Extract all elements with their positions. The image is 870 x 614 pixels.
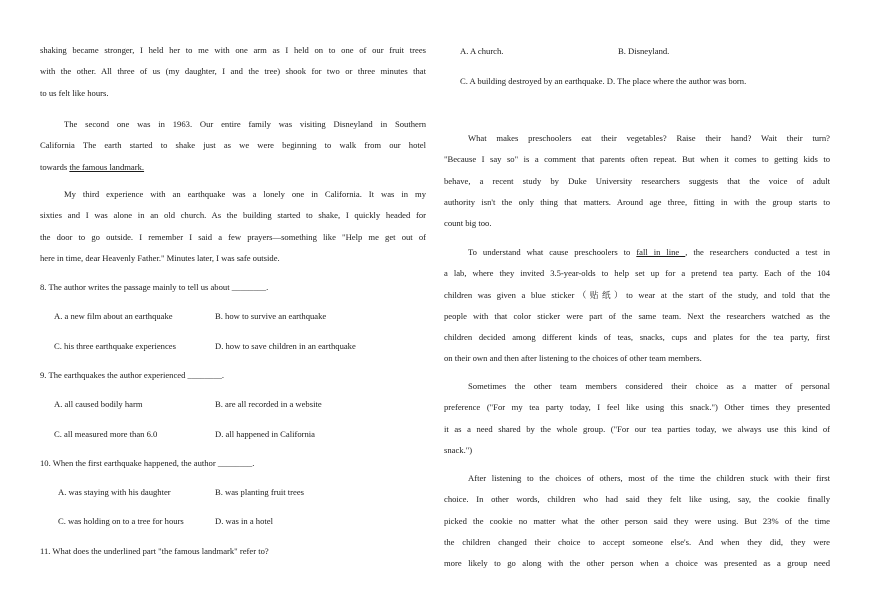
question-9-option-c[interactable]: C. all measured more than 6.0 — [54, 429, 158, 439]
text-fragment: , the researchers conducted a test in — [685, 247, 831, 257]
question-8-option-a[interactable]: A. a new film about an earthquake — [54, 311, 173, 321]
text-line: sixties and I was alone in an old church. As the building started to shake, I quickly headed for — [40, 210, 426, 221]
story-paragraph-2 — [40, 114, 426, 178]
question-10-option-c[interactable]: C. was holding on to a tree for hours — [58, 516, 184, 526]
question-10-option-b[interactable]: B. was planting fruit trees — [215, 487, 305, 497]
text-line: shaking became stronger, I held her to me with one arm as I held on to one of our fruit trees — [40, 45, 426, 55]
text-line: What makes preschoolers eat their vegetables? Raise their hand? Wait their turn? — [468, 133, 830, 143]
text-line: "Because I say so" is a comment that parents often repeat. But when it comes to getting kids to — [444, 154, 830, 165]
text-fragment: towards — [40, 161, 70, 172]
question-9-option-b[interactable]: B. are all recorded in a website — [215, 399, 322, 409]
question-8-stem: 8. The author writes the passage mainly to tell us about ________. — [40, 282, 269, 292]
underlined-landmark: the famous landmark. — [69, 161, 145, 172]
text-line: My third experience with an earthquake was a lonely one in California. It was in my — [64, 189, 426, 199]
text-line: California The earth started to shake just as we were beginning to walk from our hotel — [40, 140, 426, 151]
passage-paragraph-1 — [444, 128, 830, 234]
text-line: children decided among different kinds of teas, snacks, cups and plates for the tea party, first — [444, 332, 830, 343]
text-line: After listening to the choices of others, most of the time the children stuck with their first — [468, 473, 830, 483]
question-11-option-a[interactable]: A. A church. — [460, 46, 504, 56]
text-line: it as a need shared by the whole group. ("For our tea parties today, we always use this kind of — [444, 423, 830, 434]
text-line: more likely to go along with the other person when a choice was presented as a group need — [444, 558, 830, 569]
question-9-option-a[interactable]: A. all caused bodily harm — [54, 399, 143, 409]
text-line — [444, 242, 830, 263]
text-line: preference ("For my tea party today, I feel like using this snack.") Other times they presented — [444, 402, 830, 413]
text-line: The second one was in 1963. Our entire family was visiting Disneyland in Southern — [64, 119, 426, 129]
passage-paragraph-2 — [444, 242, 830, 370]
passage-paragraph-4 — [444, 468, 830, 574]
question-11-option-c-d[interactable]: C. A building destroyed by an earthquake. D. The place where the author was born. — [460, 76, 747, 86]
text-line: children was given a blue sticker（贴纸）to wear at the start of the study, and told that the — [444, 289, 830, 300]
text-line: the door to go outside. I remember I said a few prayers—something like "Help me get out of — [40, 231, 426, 242]
text-line: authority isn't the only thing that matters. Around age three, fitting in with the group starts to — [444, 196, 830, 207]
text-line — [40, 157, 426, 178]
text-line: snack.") — [444, 444, 473, 455]
underlined-phrase: fall in line — [636, 247, 686, 257]
story-paragraph-3 — [40, 184, 426, 269]
question-8-option-c[interactable]: C. his three earthquake experiences — [54, 341, 176, 351]
text-line: behave, a recent study by Duke University researchers suggests that the voice of adult — [444, 175, 830, 186]
text-fragment: To understand what cause preschoolers to — [468, 247, 637, 257]
text-line: a lab, where they invited 3.5-year-olds to help set up for a pretend tea party. Each of the 104 — [444, 268, 830, 279]
passage-paragraph-3 — [444, 376, 830, 461]
story-paragraph-1 — [40, 40, 426, 104]
text-line: with the other. All three of us (my daughter, I and the tree) shook for two or three minutes that — [40, 66, 426, 77]
question-9-option-d[interactable]: D. all happened in California — [215, 429, 315, 439]
text-line: count big too. — [444, 218, 492, 229]
question-10-stem: 10. When the first earthquake happened, the author ________. — [40, 458, 255, 468]
text-line: on their own and then after listening to the choices of other team members. — [444, 353, 702, 364]
text-line: to us felt like hours. — [40, 87, 109, 98]
question-9-stem: 9. The earthquakes the author experienced ________. — [40, 370, 225, 380]
question-11-option-b[interactable]: B. Disneyland. — [618, 46, 670, 56]
question-8-option-d[interactable]: D. how to save children in an earthquake — [215, 341, 356, 351]
text-line: here in time, dear Heavenly Father." Minutes later, I was safe outside. — [40, 252, 280, 263]
question-10-option-a[interactable]: A. was staying with his daughter — [58, 487, 171, 497]
question-11-stem: 11. What does the underlined part "the famous landmark" refer to? — [40, 546, 269, 556]
text-line: choice. In other words, children who had said they felt like using, say, the cookie finally — [444, 494, 830, 505]
question-8-option-b[interactable]: B. how to survive an earthquake — [215, 311, 327, 321]
question-10-option-d[interactable]: D. was in a hotel — [215, 516, 273, 526]
text-line: the children changed their choice to accept someone else's. And when they did, they were — [444, 536, 830, 547]
text-line: people with that color sticker were part of the same team. Next the researchers watched as the — [444, 310, 830, 321]
text-line: Sometimes the other team members considered their choice as a matter of personal — [468, 381, 830, 391]
text-line: picked the cookie no matter what the other person said they were using. But 23% of the time — [444, 515, 830, 526]
